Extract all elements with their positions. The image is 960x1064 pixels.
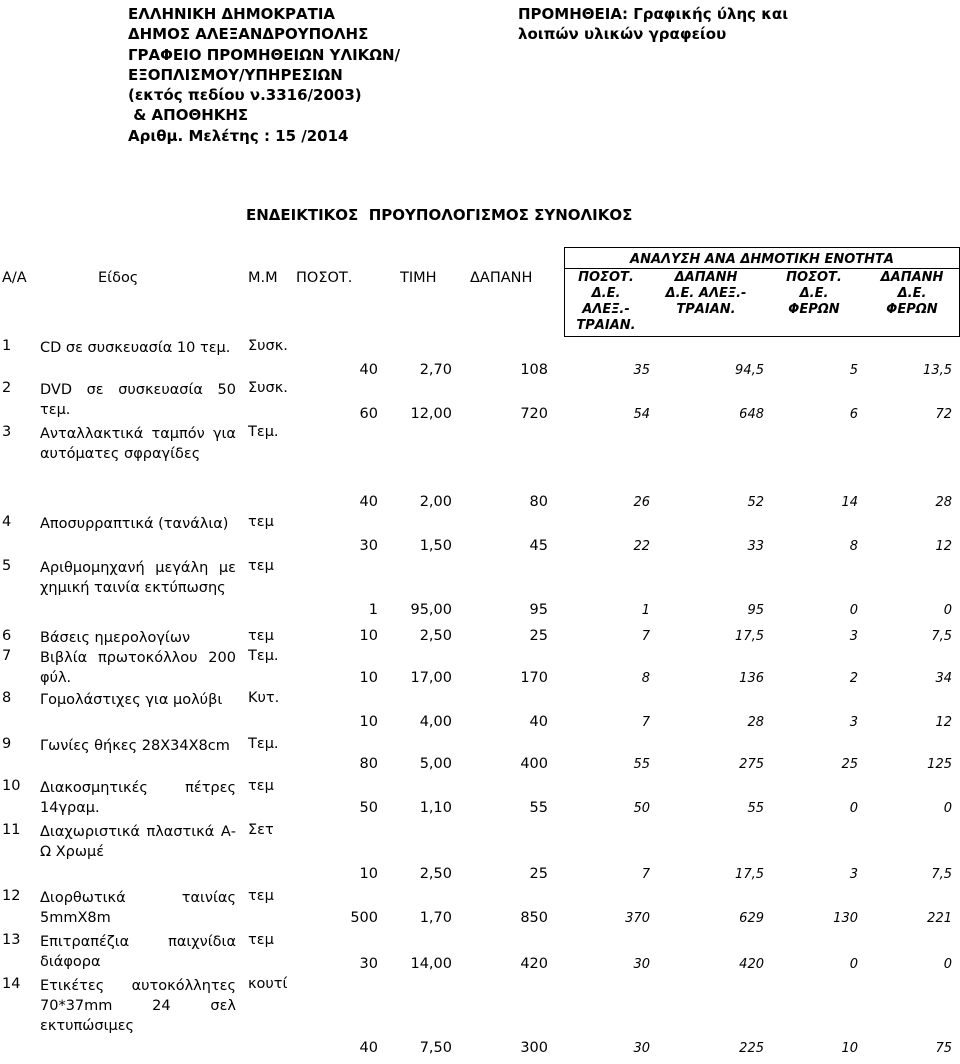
header-cost-fer-line: Δ.Ε. <box>897 286 927 301</box>
row-cost: 25 <box>529 628 548 644</box>
row-qty-fer: 0 <box>849 603 858 618</box>
row-item: Βιβλία πρωτοκόλλου 200 φύλ. <box>40 650 236 686</box>
header-aa: Α/Α <box>2 270 27 286</box>
row-item: Διακοσμητικές πέτρες 14γραμ. <box>40 780 236 816</box>
row-qty: 30 <box>359 538 378 554</box>
row-price: 5,00 <box>419 756 452 772</box>
row-cost-alex: 33 <box>747 539 764 554</box>
row-cost: 850 <box>520 910 548 926</box>
row-item: Διορθωτικά ταινίας 5mmX8m <box>40 890 236 926</box>
header-qty-alex-line: Δ.Ε. <box>591 286 621 301</box>
row-qty: 1 <box>368 602 378 618</box>
org-line: & ΑΠΟΘΗΚΗΣ <box>128 106 249 125</box>
header-cost-alex <box>648 270 764 318</box>
row-cost: 45 <box>529 538 548 554</box>
row-qty: 500 <box>350 910 378 926</box>
procurement-line: ΠΡΟΜΗΘΕΙΑ: Γραφικής ύλης και <box>518 5 789 23</box>
organization-header <box>128 4 400 146</box>
row-number: 10 <box>2 778 21 794</box>
row-qty-alex: 8 <box>641 671 650 686</box>
row-unit: Τεμ. <box>248 424 279 440</box>
row-price: 1,10 <box>419 800 452 816</box>
row-qty-fer: 3 <box>849 867 858 882</box>
row-cost-fer: 34 <box>935 671 952 686</box>
row-qty-fer: 0 <box>849 801 858 816</box>
row-number: 1 <box>2 338 12 354</box>
row-item: Διαχωριστικά πλαστικά Α-Ω Χρωμέ <box>40 824 236 860</box>
row-item: Αριθμομηχανή μεγάλη με χημική ταινία εκτύπωσης <box>40 560 236 596</box>
row-cost: 300 <box>520 1040 548 1056</box>
row-price: 7,50 <box>419 1040 452 1056</box>
row-unit: Τεμ. <box>248 648 279 664</box>
row-unit: κουτί <box>248 976 288 992</box>
row-cost-fer: 12 <box>935 715 952 730</box>
row-unit: τεμ <box>248 932 274 948</box>
row-item: Γομολάστιχες για μολύβι <box>40 692 223 708</box>
row-number: 9 <box>2 736 12 752</box>
row-price: 1,70 <box>419 910 452 926</box>
row-cost-alex: 225 <box>739 1041 764 1056</box>
row-unit: τεμ <box>248 558 274 574</box>
header-cost-alex-line: Δ.Ε. ΑΛΕΞ.- <box>665 286 747 301</box>
row-qty: 60 <box>359 406 378 422</box>
row-price: 2,70 <box>419 362 452 378</box>
row-cost: 80 <box>529 494 548 510</box>
row-cost-alex: 136 <box>739 671 764 686</box>
row-number: 12 <box>2 888 21 904</box>
header-qty-fer-line: ΦΕΡΩΝ <box>788 302 840 317</box>
row-qty-alex: 55 <box>633 757 650 772</box>
row-cost-fer: 28 <box>935 495 952 510</box>
row-qty: 10 <box>359 714 378 730</box>
study-number: Αριθμ. Μελέτης : 15 /2014 <box>128 126 349 145</box>
row-cost-fer: 0 <box>943 957 952 972</box>
row-cost-alex: 94,5 <box>735 363 764 378</box>
row-price: 14,00 <box>410 956 452 972</box>
row-cost: 95 <box>529 602 548 618</box>
org-line: (εκτός πεδίου ν.3316/2003) <box>128 86 362 105</box>
header-qty-alex <box>566 270 646 334</box>
header-cost-alex-line: ΔΑΠΑΝΗ <box>674 270 738 285</box>
header-qty: ΠΟΣΟΤ. <box>296 270 353 286</box>
row-item: Ανταλλακτικά ταμπόν για αυτόματες σφραγίδες <box>40 426 236 462</box>
header-qty-fer <box>766 270 862 318</box>
row-item: Βάσεις ημερολογίων <box>40 630 191 646</box>
row-qty: 80 <box>359 756 378 772</box>
row-qty: 10 <box>359 866 378 882</box>
row-cost-fer: 0 <box>943 603 952 618</box>
row-qty-fer: 3 <box>849 629 858 644</box>
org-line: ΔΗΜΟΣ ΑΛΕΞΑΝΔΡΟΥΠΟΛΗΣ <box>128 25 369 44</box>
row-qty-alex: 50 <box>633 801 650 816</box>
table-rule <box>564 247 960 248</box>
row-price: 2,50 <box>419 866 452 882</box>
row-qty-alex: 26 <box>633 495 650 510</box>
row-qty-alex: 7 <box>641 629 650 644</box>
row-qty-fer: 25 <box>841 757 858 772</box>
row-qty: 10 <box>359 670 378 686</box>
row-item: Γωνίες θήκες 28X34X8cm <box>40 738 230 754</box>
org-line: ΓΡΑΦΕΙΟ ΠΡΟΜΗΘΕΙΩΝ ΥΛΙΚΩΝ/ <box>128 45 401 64</box>
row-qty-fer: 14 <box>841 495 858 510</box>
row-qty: 10 <box>359 628 378 644</box>
row-cost-fer: 13,5 <box>923 363 952 378</box>
row-item: Ετικέτες αυτοκόλλητες 70*37mm 24 σελ εκτυπώσιμες <box>40 978 236 1034</box>
row-number: 7 <box>2 648 12 664</box>
row-qty-fer: 2 <box>849 671 858 686</box>
header-cost: ΔΑΠΑΝΗ <box>470 270 533 286</box>
row-item: Αποσυρραπτικά (τανάλια) <box>40 516 229 532</box>
row-cost: 720 <box>520 406 548 422</box>
row-price: 95,00 <box>410 602 452 618</box>
header-qty-fer-line: ΠΟΣΟΤ. <box>786 270 842 285</box>
row-unit: Σετ <box>248 822 274 838</box>
row-cost-fer: 75 <box>935 1041 952 1056</box>
row-cost: 400 <box>520 756 548 772</box>
row-number: 8 <box>2 690 12 706</box>
row-qty-fer: 8 <box>849 539 858 554</box>
row-cost-alex: 420 <box>739 957 764 972</box>
procurement-line: λοιπών υλικών γραφείου <box>518 25 727 44</box>
row-item: Επιτραπέζια παιχνίδια διάφορα <box>40 934 236 970</box>
header-cost-fer-line: ΦΕΡΩΝ <box>886 302 938 317</box>
row-number: 5 <box>2 558 12 574</box>
row-qty-alex: 54 <box>633 407 650 422</box>
row-unit: Συσκ. <box>248 338 288 354</box>
row-cost-alex: 95 <box>747 603 764 618</box>
row-unit: τεμ <box>248 514 274 530</box>
row-cost: 25 <box>529 866 548 882</box>
row-cost-alex: 629 <box>739 911 764 926</box>
row-number: 3 <box>2 424 12 440</box>
row-qty: 40 <box>359 362 378 378</box>
row-number: 11 <box>2 822 21 838</box>
row-qty-alex: 22 <box>633 539 650 554</box>
group-header: ΑΝΑΛΥΣΗ ΑΝΑ ΔΗΜΟΤΙΚΗ ΕΝΟΤΗΤΑ <box>630 252 894 267</box>
row-qty-fer: 0 <box>849 957 858 972</box>
row-cost-alex: 55 <box>747 801 764 816</box>
row-price: 1,50 <box>419 538 452 554</box>
header-item: Είδος <box>98 270 139 286</box>
row-item: DVD σε συσκευασία 50 τεμ. <box>40 382 236 418</box>
row-qty-fer: 3 <box>849 715 858 730</box>
row-qty: 40 <box>359 494 378 510</box>
row-cost-fer: 0 <box>943 801 952 816</box>
row-cost-fer: 12 <box>935 539 952 554</box>
row-qty-alex: 7 <box>641 715 650 730</box>
row-price: 12,00 <box>410 406 452 422</box>
row-qty-fer: 10 <box>841 1041 858 1056</box>
row-number: 6 <box>2 628 12 644</box>
header-qty-alex-line: ΑΛΕΞ.- <box>582 302 630 317</box>
row-price: 2,00 <box>419 494 452 510</box>
row-item: CD σε συσκευασία 10 τεμ. <box>40 340 231 356</box>
row-unit: τεμ <box>248 888 274 904</box>
row-cost-alex: 275 <box>739 757 764 772</box>
header-cost-fer <box>864 270 960 318</box>
row-qty-alex: 1 <box>641 603 650 618</box>
row-cost-alex: 17,5 <box>735 629 764 644</box>
header-qty-fer-line: Δ.Ε. <box>799 286 829 301</box>
row-cost-fer: 7,5 <box>931 629 952 644</box>
row-number: 14 <box>2 976 21 992</box>
row-price: 4,00 <box>419 714 452 730</box>
table-rule <box>564 268 960 269</box>
row-unit: τεμ <box>248 778 274 794</box>
row-unit: τεμ <box>248 628 274 644</box>
row-qty-fer: 130 <box>833 911 858 926</box>
procurement-header <box>518 4 788 45</box>
page-title: ΕΝΔΕΙΚΤΙΚΟΣ ΠΡΟΥΠΟΛΟΓΙΣΜΟΣ ΣΥΝΟΛΙΚΟΣ <box>246 206 633 224</box>
row-price: 2,50 <box>419 628 452 644</box>
row-unit: Συσκ. <box>248 380 288 396</box>
header-qty-alex-line: ΤΡΑΙΑΝ. <box>576 318 636 333</box>
row-cost-fer: 72 <box>935 407 952 422</box>
row-qty-alex: 7 <box>641 867 650 882</box>
row-qty-alex: 35 <box>633 363 650 378</box>
row-cost-fer: 7,5 <box>931 867 952 882</box>
row-cost: 55 <box>529 800 548 816</box>
header-cost-fer-line: ΔΑΠΑΝΗ <box>880 270 944 285</box>
row-cost-alex: 28 <box>747 715 764 730</box>
header-price: ΤΙΜΗ <box>400 270 437 286</box>
header-qty-alex-line: ΠΟΣΟΤ. <box>578 270 634 285</box>
row-cost-alex: 17,5 <box>735 867 764 882</box>
org-line: ΕΞΟΠΛΙΣΜΟΥ/ΥΠΗΡΕΣΙΩΝ <box>128 65 343 84</box>
row-cost-alex: 648 <box>739 407 764 422</box>
row-qty: 40 <box>359 1040 378 1056</box>
row-number: 2 <box>2 380 12 396</box>
header-cost-alex-line: ΤΡΑΙΑΝ. <box>676 302 736 317</box>
row-cost-fer: 221 <box>927 911 952 926</box>
table-rule <box>564 336 960 337</box>
row-unit: Κυτ. <box>248 690 280 706</box>
row-qty-fer: 5 <box>849 363 858 378</box>
row-cost: 170 <box>520 670 548 686</box>
row-qty-alex: 30 <box>633 957 650 972</box>
row-qty: 50 <box>359 800 378 816</box>
org-line: ΕΛΛΗΝΙΚΗ ΔΗΜΟΚΡΑΤΙΑ <box>128 5 336 23</box>
row-cost: 420 <box>520 956 548 972</box>
row-cost-alex: 52 <box>747 495 764 510</box>
header-unit: Μ.Μ <box>248 270 278 286</box>
row-qty: 30 <box>359 956 378 972</box>
row-cost-fer: 125 <box>927 757 952 772</box>
row-qty-fer: 6 <box>849 407 858 422</box>
row-cost: 108 <box>520 362 548 378</box>
row-qty-alex: 30 <box>633 1041 650 1056</box>
row-unit: Τεμ. <box>248 736 279 752</box>
row-qty-alex: 370 <box>625 911 650 926</box>
row-cost: 40 <box>529 714 548 730</box>
row-price: 17,00 <box>410 670 452 686</box>
row-number: 13 <box>2 932 21 948</box>
row-number: 4 <box>2 514 12 530</box>
